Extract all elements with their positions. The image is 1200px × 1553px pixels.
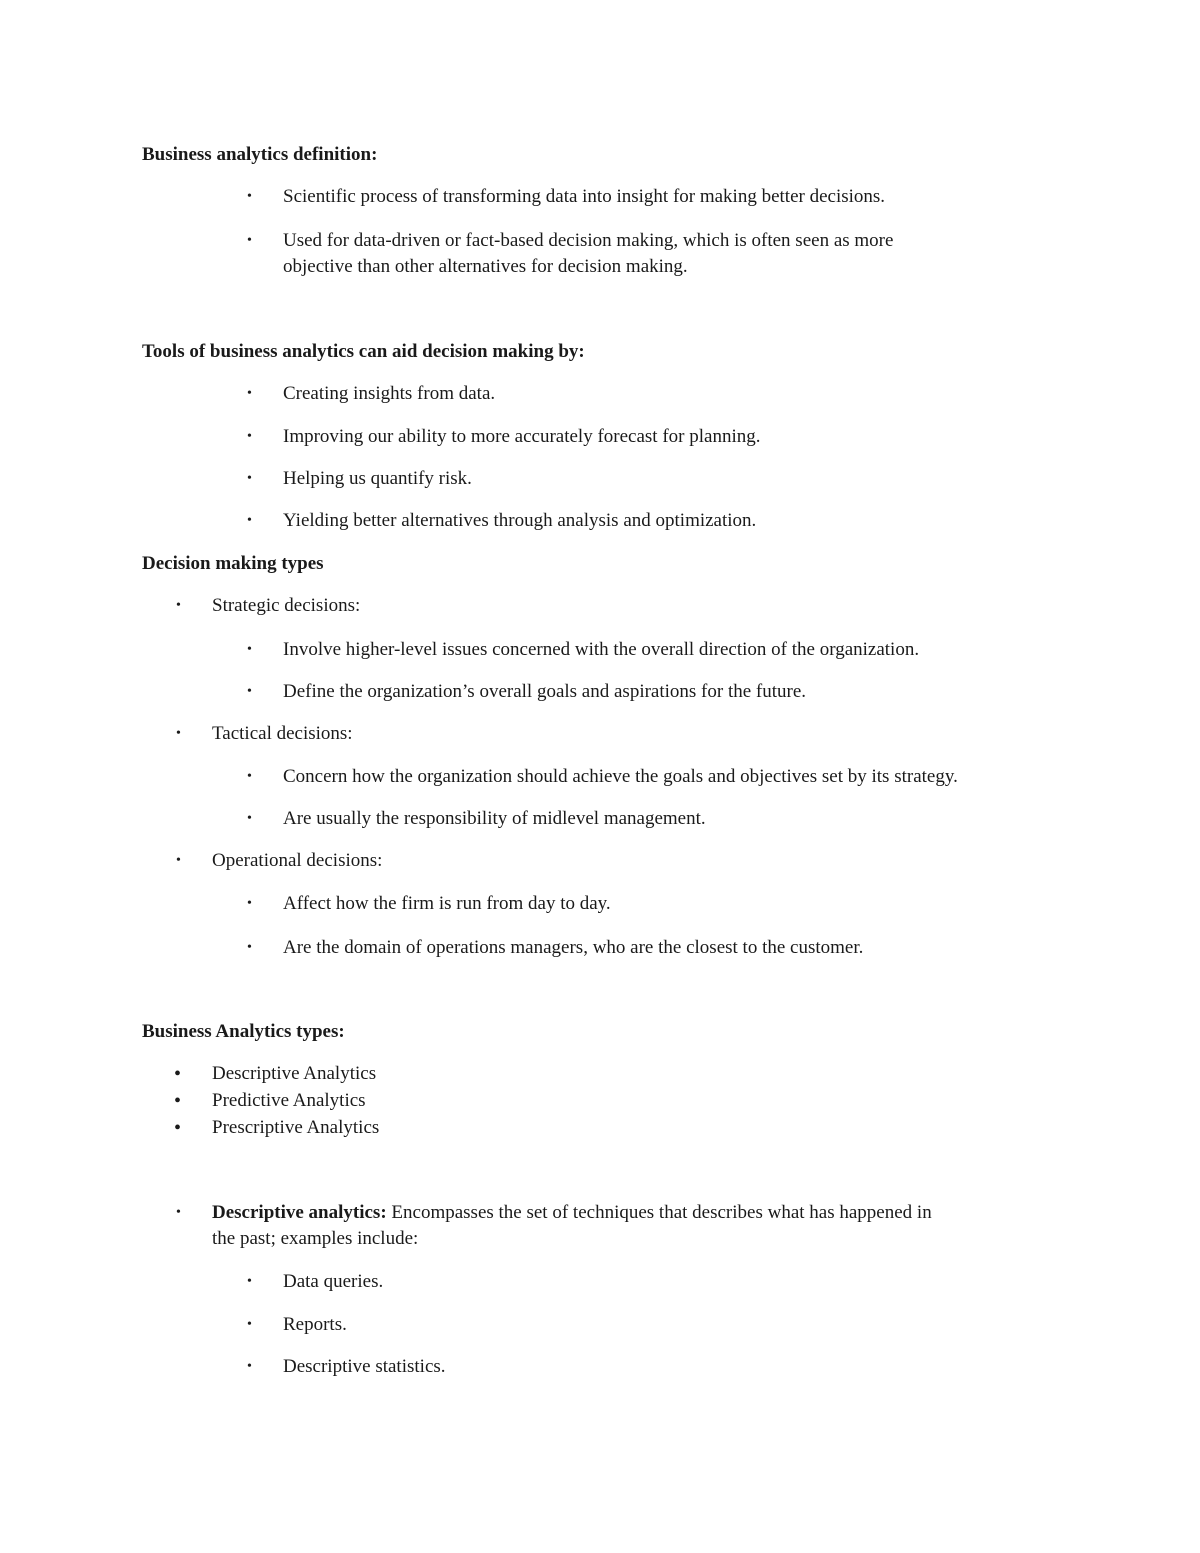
bullet-icon: •	[247, 1274, 252, 1289]
tactical-item: Are usually the responsibility of midlevel management.	[283, 808, 706, 829]
operational-label: Operational decisions:	[212, 850, 383, 871]
bullet-icon: •	[247, 811, 252, 826]
definition-item: Used for data-driven or fact-based decision making, which is often seen as more	[283, 230, 894, 251]
bullet-icon: •	[174, 1063, 182, 1085]
definition-item: Scientific process of transforming data into insight for making better decisions.	[283, 186, 886, 207]
descriptive-analytics-line	[212, 1200, 932, 1226]
tools-item: Improving our ability to more accurately forecast for planning.	[283, 426, 761, 447]
bullet-icon: •	[247, 684, 252, 699]
bullet-icon: •	[247, 189, 252, 204]
bullet-icon: •	[247, 940, 252, 955]
tactical-label: Tactical decisions:	[212, 723, 353, 744]
descriptive-example-item: Reports.	[283, 1314, 347, 1335]
descriptive-example-item: Data queries.	[283, 1271, 384, 1292]
descriptive-analytics-term: Descriptive analytics:	[212, 1202, 387, 1223]
bullet-icon: •	[247, 1317, 252, 1332]
bullet-icon: •	[247, 386, 252, 401]
definition-item-continued: objective than other alternatives for decision making.	[283, 256, 688, 277]
tools-item: Yielding better alternatives through analysis and optimization.	[283, 510, 757, 531]
strategic-item: Involve higher-level issues concerned with the overall direction of the organization.	[283, 639, 920, 660]
analytics-types-heading: Business Analytics types:	[142, 1021, 345, 1042]
bullet-icon: •	[247, 1359, 252, 1374]
bullet-icon: •	[176, 853, 181, 868]
tools-item: Helping us quantify risk.	[283, 468, 472, 489]
bullet-icon: •	[247, 642, 252, 657]
bullet-icon: •	[247, 769, 252, 784]
bullet-icon: •	[176, 598, 181, 613]
bullet-icon: •	[247, 429, 252, 444]
analytics-type-item: Prescriptive Analytics	[212, 1117, 380, 1138]
definition-heading: Business analytics definition:	[142, 144, 378, 165]
bullet-icon: •	[247, 513, 252, 528]
tools-heading: Tools of business analytics can aid decision making by:	[142, 341, 585, 362]
tools-item: Creating insights from data.	[283, 383, 496, 404]
bullet-icon: •	[176, 726, 181, 741]
descriptive-analytics-text: Encompasses the set of techniques that describes what has happened in	[386, 1202, 932, 1223]
analytics-type-item: Descriptive Analytics	[212, 1063, 377, 1084]
bullet-icon: •	[247, 896, 252, 911]
strategic-item: Define the organization’s overall goals and aspirations for the future.	[283, 681, 807, 702]
operational-item: Are the domain of operations managers, who are the closest to the customer.	[283, 937, 864, 958]
bullet-icon: •	[174, 1117, 182, 1139]
decision-types-heading: Decision making types	[142, 553, 324, 574]
bullet-icon: •	[247, 233, 252, 248]
operational-item: Affect how the firm is run from day to day.	[283, 893, 611, 914]
descriptive-example-item: Descriptive statistics.	[283, 1356, 446, 1377]
bullet-icon: •	[247, 471, 252, 486]
bullet-icon: •	[174, 1090, 182, 1112]
analytics-type-item: Predictive Analytics	[212, 1090, 366, 1111]
bullet-icon: •	[176, 1205, 181, 1220]
strategic-label: Strategic decisions:	[212, 595, 361, 616]
descriptive-analytics-text-continued: the past; examples include:	[212, 1228, 419, 1249]
tactical-item: Concern how the organization should achieve the goals and objectives set by its strategy.	[283, 766, 958, 787]
